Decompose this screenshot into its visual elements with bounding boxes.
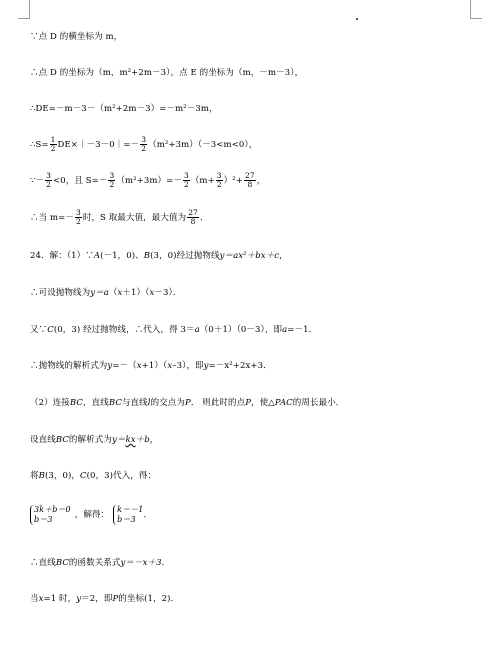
text: ，: [279, 251, 288, 261]
text: ∴S=: [30, 140, 49, 150]
equation-system: [30, 505, 71, 525]
fraction-denominator: 8: [190, 217, 196, 226]
text: （m+: [190, 176, 215, 186]
text: 设直线: [30, 435, 56, 445]
text: 时，S 取最大值，最大值为: [82, 213, 187, 223]
line-10: [30, 360, 272, 372]
fraction-numerator: 27: [245, 171, 255, 180]
fraction-numerator: 27: [188, 208, 198, 217]
text: +1）（: [141, 361, 168, 371]
text: B: [143, 251, 151, 261]
fraction: [75, 209, 82, 226]
line-4: [30, 136, 257, 153]
text: x: [117, 288, 123, 298]
fraction-numerator: 3: [75, 208, 81, 217]
corner-mark-right-vertical: [470, 0, 471, 18]
line-3: [30, 103, 218, 115]
text: DE×｜－3－0｜=－: [57, 140, 140, 150]
text: ．: [199, 213, 209, 223]
equation-system: [113, 505, 143, 525]
text: 的解析式为: [68, 435, 112, 445]
text: 又∵: [30, 325, 48, 335]
fraction: [216, 172, 223, 189]
text: （m²+3m）（－3<m<0），: [148, 140, 258, 150]
line-7: [30, 250, 288, 262]
text: =－（: [112, 361, 137, 371]
scan-speck: [356, 18, 358, 20]
text: y: [203, 361, 209, 371]
corner-mark-left-vertical: [29, 0, 30, 18]
text: BC: [108, 398, 122, 408]
text: （: [108, 288, 118, 298]
text: 的周长最小．: [292, 398, 345, 408]
text: ∵－: [30, 176, 45, 186]
fraction-denominator: 2: [46, 180, 51, 189]
corner-mark-left-horizontal: [18, 18, 30, 19]
fraction-numerator: 3: [141, 135, 147, 144]
line-2: [30, 67, 303, 79]
fraction-denominator: 2: [109, 180, 115, 189]
text: a: [194, 325, 200, 335]
text: ，: [256, 176, 266, 186]
fraction-numerator: 3: [109, 171, 115, 180]
text: ＋1）（: [122, 288, 150, 298]
line-15: [30, 557, 170, 569]
text: b＝3: [34, 514, 53, 524]
text: ，使△: [251, 398, 275, 408]
text: P: [245, 398, 252, 408]
fraction-denominator: 2: [75, 217, 81, 226]
text: =1 时，: [43, 594, 77, 604]
text: 将: [30, 471, 39, 481]
text: A: [93, 251, 101, 261]
text: P: [112, 594, 119, 604]
text: y＝: [111, 435, 126, 445]
text: P: [185, 398, 191, 408]
text: PAC: [274, 398, 293, 408]
text: 的交点为: [150, 398, 185, 408]
text: k＝－1: [117, 504, 144, 514]
text: ，直线: [83, 398, 109, 408]
text: C: [80, 471, 87, 481]
text: ，解得：: [74, 510, 110, 520]
text: a: [282, 325, 288, 335]
text: ，: [149, 435, 159, 445]
text: (0，3) 经过抛物线，∴代入，得 3＝: [53, 325, 195, 335]
text: (0，3)代入，得：: [86, 471, 157, 481]
fraction: [108, 172, 115, 189]
text: kx: [125, 435, 136, 445]
line-11: [30, 397, 344, 409]
fraction: [183, 172, 190, 189]
text: y＝a: [90, 288, 109, 298]
fraction-denominator: 2: [216, 180, 222, 189]
text: y: [76, 594, 82, 604]
text: 3k＋b＝0: [34, 504, 71, 514]
text: BC: [55, 558, 69, 568]
text: （m²+3m）=－: [116, 176, 182, 186]
text: y: [107, 361, 113, 371]
text: b＝3: [117, 514, 136, 524]
text: l: [147, 398, 151, 408]
text: y＝ax²＋bx＋c: [219, 251, 280, 261]
line-12: [30, 434, 158, 446]
line-8: [30, 287, 181, 299]
fraction: [244, 172, 256, 189]
text: BC: [55, 435, 69, 445]
fraction-denominator: 8: [247, 180, 253, 189]
text: (3，0)经过抛物线: [150, 251, 220, 261]
text: 的函数关系式: [68, 558, 121, 568]
line-5: [30, 172, 265, 189]
text: ．: [161, 558, 171, 568]
text: ．: [143, 510, 153, 520]
text: 24．解：（1）∵: [30, 251, 94, 261]
text: －3）．: [154, 288, 182, 298]
text: ∴点 D 的坐标为（m，m²+2m－3），点 E 的坐标为（m，－m－3），: [30, 68, 304, 78]
corner-mark-right-horizontal: [470, 18, 482, 19]
fraction-denominator: 2: [50, 144, 56, 153]
text: =－1．: [287, 325, 318, 335]
text: –3），即: [172, 361, 204, 371]
text: B: [38, 471, 45, 481]
text: （2）连接: [30, 398, 70, 408]
line-9: [30, 324, 317, 336]
text: x: [149, 288, 155, 298]
text: (－1，0)、: [100, 251, 144, 261]
text: 当: [30, 594, 39, 604]
text: ∵点 D 的横坐标为 m，: [30, 32, 123, 42]
line-6: [30, 209, 209, 226]
line-16: [30, 593, 179, 605]
text: BC: [69, 398, 84, 408]
text: <0，且 S=－: [52, 176, 108, 186]
fraction-denominator: 2: [183, 180, 189, 189]
text: ∴直线: [30, 558, 56, 568]
fraction-numerator: 3: [183, 171, 189, 180]
text: ∴DE=－m－3－（m²+2m－3）=－m²－3m，: [30, 104, 218, 114]
fraction: [140, 136, 147, 153]
line-1: [30, 31, 122, 43]
text: 与直线: [121, 398, 148, 408]
text: =－x²+2x+3．: [208, 361, 272, 371]
text: x: [136, 361, 142, 371]
text: ＋b: [135, 435, 150, 445]
text: ）²+: [223, 176, 244, 186]
text: ＝2，即: [81, 594, 113, 604]
text: ∴可设抛物线为: [30, 288, 91, 298]
text: ∴抛物线的解析式为: [30, 361, 108, 371]
text: ∴当 m=－: [30, 213, 74, 223]
text: x: [38, 594, 44, 604]
fraction-denominator: 2: [141, 144, 147, 153]
text: （0＋1）（0－3），即: [199, 325, 283, 335]
line-14: [30, 503, 152, 527]
text: y＝－x＋3: [120, 558, 162, 568]
fraction-numerator: 3: [46, 171, 51, 180]
text: C: [47, 325, 54, 335]
fraction: [187, 209, 199, 226]
text: 的坐标(1，2)．: [118, 594, 180, 604]
fraction-numerator: 1: [50, 135, 56, 144]
text: x: [167, 361, 173, 371]
text: ． 则此时的点: [190, 398, 246, 408]
text: (3，0)，: [44, 471, 81, 481]
line-13: [30, 470, 156, 482]
fraction: [50, 136, 57, 153]
fraction: [45, 172, 52, 189]
fraction-numerator: 3: [216, 171, 222, 180]
